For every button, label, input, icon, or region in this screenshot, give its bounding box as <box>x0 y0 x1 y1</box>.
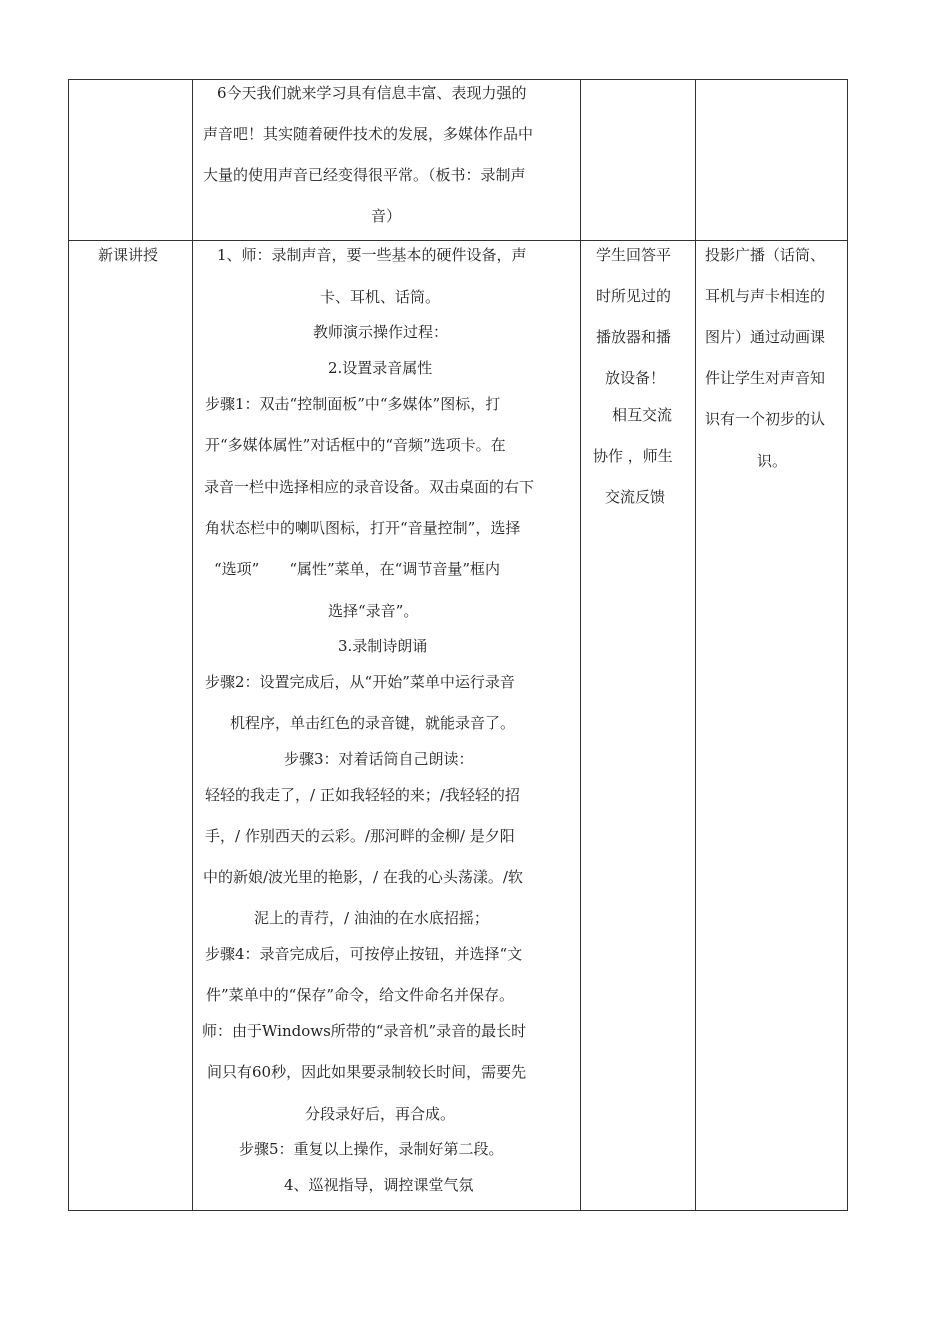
content-line: 步骤2：设置完成后，从“开始”菜单中运行录音 <box>205 673 515 691</box>
content-line: 中的新娘/波光里的艳影，/ 在我的心头荡漾。/软 <box>203 868 523 886</box>
student-line: 学生回答平 <box>596 246 672 264</box>
table-left-border <box>68 79 69 1211</box>
stage-label: 新课讲授 <box>98 246 159 264</box>
table-top-border <box>68 79 848 80</box>
content-line: 步骤1：双击“控制面板”中“多媒体”图标，打 <box>205 395 501 413</box>
student-line: 相互交流 <box>612 406 673 424</box>
content-line: 步骤3：对着话筒自己朗读： <box>284 750 474 768</box>
student-line: 放设备！ <box>605 369 666 387</box>
intent-line: 耳机与声卡相连的 <box>705 287 826 305</box>
content-line: 选择“录音”。 <box>328 602 419 620</box>
content-line: 师：由于Windows所带的“录音机”录音的最长时 <box>202 1022 527 1040</box>
content-line: 录音一栏中选择相应的录音设备。双击桌面的右下 <box>204 478 535 496</box>
content-line: 间只有60秒，因此如果要录制较长时间，需要先 <box>207 1063 527 1081</box>
intent-line: 识。 <box>757 452 788 470</box>
content-line: 开“多媒体属性”对话框中的“音频”选项卡。在 <box>205 436 506 454</box>
content-line: 分段录好后，再合成。 <box>305 1105 456 1123</box>
content-line: 机程序，单击红色的录音键，就能录音了。 <box>230 714 516 732</box>
content-line: 3.录制诗朗诵 <box>338 637 428 655</box>
column-divider-3 <box>695 79 696 1211</box>
content-line: 步骤4：录音完成后，可按停止按钮，并选择“文 <box>205 945 523 963</box>
content-line: 声音吧！其实随着硬件技术的发展，多媒体作品中 <box>203 125 534 143</box>
student-line: 时所见过的 <box>596 287 672 305</box>
content-line: 1、师：录制声音，要一些基本的硬件设备，声 <box>217 246 527 264</box>
content-line: 2.设置录音属性 <box>328 359 433 377</box>
content-line: 教师演示操作过程： <box>313 323 449 341</box>
student-line: 播放器和播 <box>596 328 672 346</box>
intent-line: 图片）通过动画课 <box>705 328 826 346</box>
content-line: 角状态栏中的喇叭图标，打开“音量控制”，选择 <box>205 519 521 537</box>
content-line: 件”菜单中的“保存”命令，给文件命名并保存。 <box>206 986 515 1004</box>
column-divider-1 <box>192 79 193 1211</box>
column-divider-2 <box>580 79 581 1211</box>
content-line: 泥上的青荇，/ 油油的在水底招摇； <box>254 909 489 927</box>
content-line: 步骤5：重复以上操作，录制好第二段。 <box>239 1140 504 1158</box>
table-bottom-border <box>68 1210 848 1211</box>
content-line: 音） <box>371 207 402 225</box>
intent-line: 识有一个初步的认 <box>705 410 826 428</box>
content-line: 大量的使用声音已经变得很平常。（板书：录制声 <box>203 166 526 184</box>
content-line: 4、巡视指导，调控课堂气氛 <box>284 1176 474 1194</box>
content-line: 手，/ 作别西天的云彩。/那河畔的金柳/ 是夕阳 <box>205 827 515 845</box>
content-line: 卡、耳机、话筒。 <box>320 288 441 306</box>
row-divider <box>68 240 848 241</box>
content-line: “选项” “属性”菜单，在“调节音量”框内 <box>214 560 501 578</box>
intent-line: 件让学生对声音知 <box>705 369 826 387</box>
table-right-border <box>847 79 848 1211</box>
intent-line: 投影广播（话筒、 <box>705 246 826 264</box>
content-line: 轻轻的我走了，/ 正如我轻轻的来；/我轻轻的招 <box>205 786 520 804</box>
student-line: 协作 ，师生 <box>593 447 673 465</box>
student-line: 交流反馈 <box>605 488 666 506</box>
content-line: 6今天我们就来学习具有信息丰富、表现力强的 <box>217 84 527 102</box>
